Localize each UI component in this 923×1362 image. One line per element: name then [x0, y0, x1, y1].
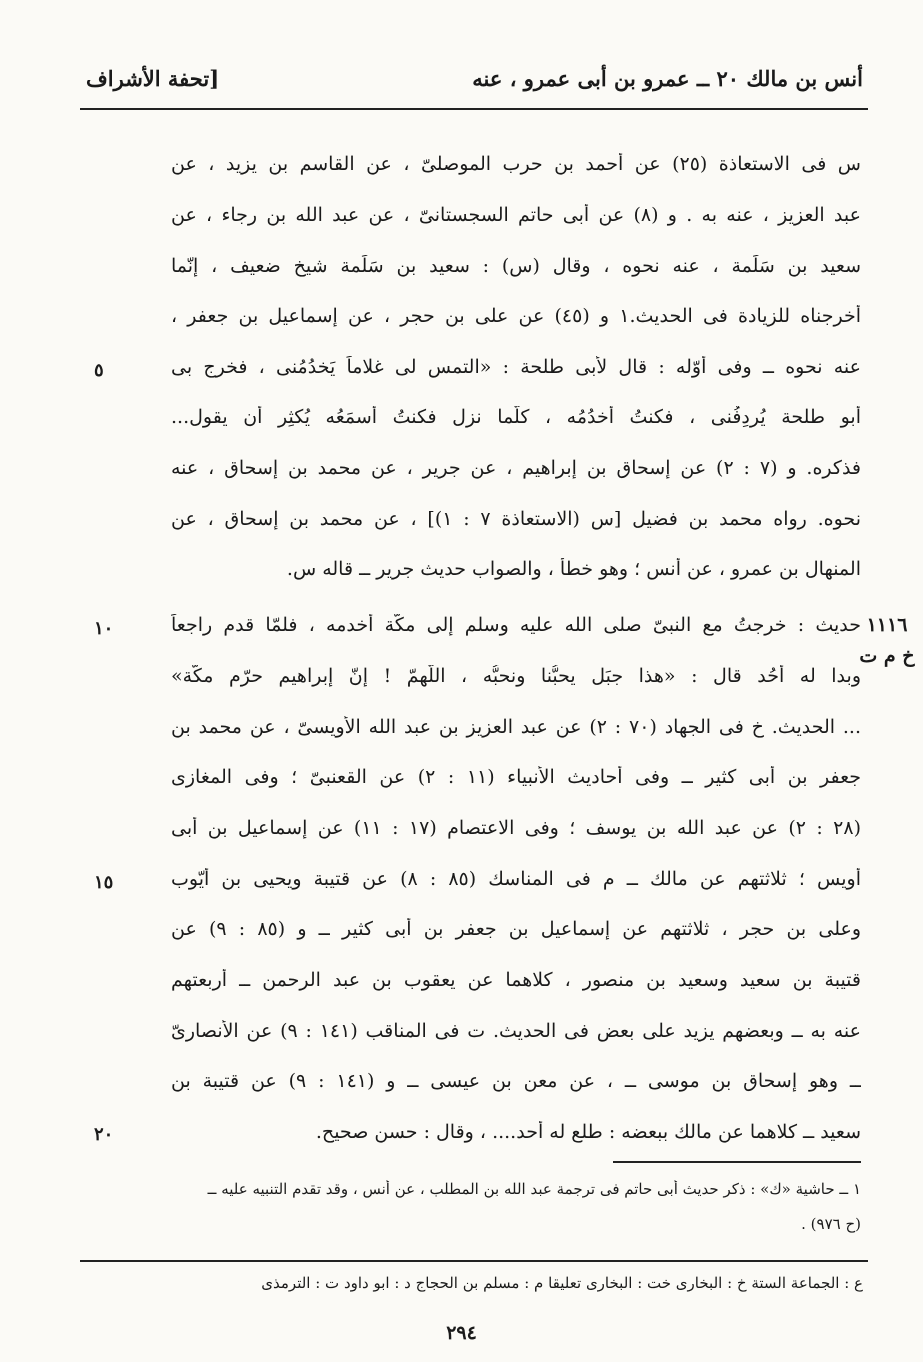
line-number: ١٠ [94, 618, 114, 639]
text-line: نحوه. رواه محمد بن فضيل [س (الاستعاذة ٧ : ١)] ، عن محمد بن إسحاق ، عن [171, 508, 861, 530]
footnote-rule [613, 1161, 861, 1163]
text-line: عنه نحوه ــ وفى أوّله : قال لأبى طلحة : «التمس لى غلاماً يَخدُمُنى ، فخرج بى [171, 356, 861, 378]
text-line: عبد العزيز ، عنه به . و (٨) عن أبى حاتم السجستانىّ ، عن عبد الله بن رجاء ، عن [171, 204, 861, 226]
hadith-text-line: ــ وهو إسحاق بن موسى ــ ، عن معن بن عيسى ــ و (١٤١ : ٩) عن قتيبة بن [171, 1070, 861, 1092]
hadith-number: ١١١٦ [866, 614, 908, 636]
text-line: المنهال بن عمرو ، عن أنس ؛ وهو خطأ ، والصواب حديث جرير ــ قاله س. [286, 558, 861, 580]
hadith-text-line: حديث : خرجتُ مع النبىّ صلى الله عليه وسلم إلى مكّة أخدمه ، فلمّا قدم راجعاً [171, 614, 861, 636]
running-header-book: [تحفة الأشراف [86, 66, 220, 91]
text-line: فذكره. و (٧ : ٢) عن إسحاق بن إبراهيم ، عن جرير ، عن محمد بن إسحاق ، عنه [171, 457, 861, 479]
running-header-title: أنس بن مالك ٢٠ ــ عمرو بن أبى عمرو ، عنه [472, 66, 863, 91]
abbreviations-key: ع : الجماعة الستة خ : البخارى خت : البخارى تعليقا م : مسلم بن الحجاج د : ابو داود ت : الترمذى [261, 1274, 863, 1292]
hadith-text-line: عنه به ــ وبعضهم يزيد على بعض فى الحديث. ت فى المناقب (١٤١ : ٩) عن الأنصارىّ [171, 1020, 861, 1042]
hadith-sigla: خ م ت [859, 645, 915, 667]
footnote-line: (ح ٩٧٦) . [801, 1215, 861, 1233]
hadith-text-line: جعفر بن أبى كثير ــ وفى أحاديث الأنبياء (١١ : ٢) عن القعنبىّ ؛ وفى المغازى [171, 766, 861, 788]
line-number: ٥ [94, 360, 104, 381]
line-number: ٢٠ [94, 1124, 114, 1145]
text-line: س فى الاستعاذة (٢٥) عن أحمد بن حرب الموصلىّ ، عن القاسم بن يزيد ، عن [171, 153, 861, 175]
footnote-line: ١ ــ حاشية «ك» : ذكر حديث أبى حاتم فى ترجمة عبد الله بن المطلب ، عن أنس ، وقد تقدم التنبيه عليه ــ [207, 1180, 861, 1198]
hadith-text-line: وبدا له أحُد قال : «هذا جبَل يحبُّنا ونحبُّه ، اللّهمّ ! إنّ إبراهيم حرّم مكّة» [171, 665, 861, 687]
page-number: ٢٩٤ [446, 1322, 477, 1344]
text-line: سعيد بن سَلَمة ، عنه نحوه ، وقال (س) : سعيد بن سَلَمة شيخ ضعيف ، إنّما [171, 255, 861, 277]
hadith-text-line: وعلى بن حجر ، ثلاثتهم عن إسماعيل بن جعفر بن أبى كثير ــ و (٨٥ : ٩) عن [171, 918, 861, 940]
hadith-text-line: قتيبة بن سعيد وسعيد بن منصور ، كلاهما عن يعقوب بن عبد الرحمن ــ أربعتهم [171, 969, 861, 991]
line-number: ١٥ [94, 872, 114, 893]
footer-rule [80, 1260, 868, 1262]
hadith-text-line: سعيد ــ كلاهما عن مالك ببعضه : طلع له أحد.... ، وقال : حسن صحيح. [315, 1121, 861, 1143]
hadith-text-line: أويس ؛ ثلاثتهم عن مالك ــ م فى المناسك (٨٥ : ٨) عن قتيبة ويحيى بن أيّوب [171, 868, 861, 890]
header-rule [80, 108, 868, 110]
hadith-text-line: (٢٨ : ٢) عن عبد الله بن يوسف ؛ وفى الاعتصام (١٧ : ١١) عن إسماعيل بن أبى [171, 817, 861, 839]
hadith-text-line: ... الحديث. خ فى الجهاد (٧٠ : ٢) عن عبد العزيز بن عبد الله الأويسىّ ، عن محمد بن [171, 716, 861, 738]
text-line: أخرجناه للزيادة فى الحديث.١ و (٤٥) عن على بن حجر ، عن إسماعيل بن جعفر ، [171, 305, 861, 327]
text-line: أبو طلحة يُردِفُنى ، فكنتُ أخدُمُه ، كلّما نزل فكنتُ أسمَعُه يُكثِر أن يقول... [171, 406, 861, 428]
